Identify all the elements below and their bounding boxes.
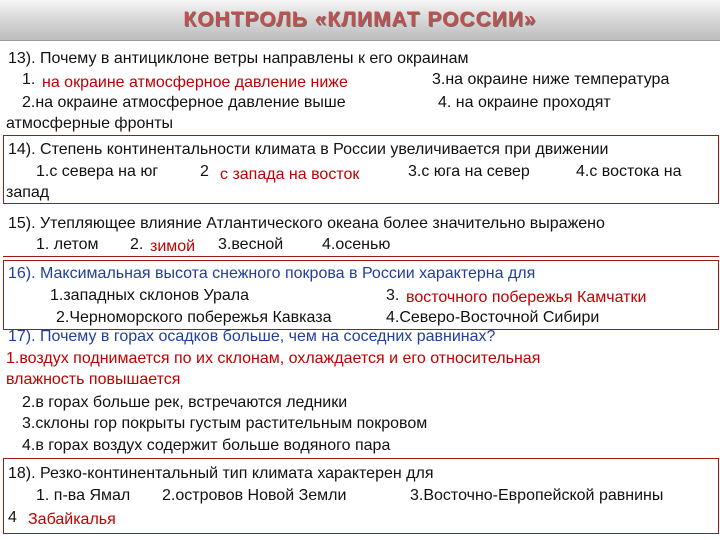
- q15-option-2-answer: зимой: [150, 238, 196, 255]
- q17-option-4: 4.в горах воздух содержит больше водяного пара: [22, 437, 391, 454]
- q14-option-2-answer: с запада на восток: [220, 166, 360, 183]
- q15-option-3: 3.весной: [218, 236, 284, 253]
- q18-option-3: 3.Восточно-Европейской равнины: [410, 487, 664, 504]
- q13-option-3: 3.на окраине ниже температура: [432, 71, 670, 88]
- q14-option-1: 1.с севера на юг: [36, 163, 159, 180]
- q13-option-4: 4. на окраине проходят: [438, 94, 611, 111]
- q14-option-4: 4.с востока на: [576, 163, 682, 180]
- q16-option-3-number: 3.: [386, 287, 400, 304]
- q14-option-3: 3.с юга на север: [408, 163, 530, 180]
- q18-option-4-answer: Забайкалья: [28, 511, 116, 528]
- q18-option-2: 2.островов Новой Земли: [162, 487, 347, 504]
- q13-option-4-continued: атмосферные фронты: [6, 115, 174, 132]
- q13-option-2: 2.на окраине атмосферное давление выше: [22, 94, 346, 111]
- q18-question: 18). Резко-континентальный тип климата характерен для: [8, 465, 434, 482]
- page-title: КОНТРОЛЬ «КЛИМАТ РОССИИ»: [183, 8, 537, 31]
- q14-question: 14). Степень континентальности климата в России увеличивается при движении: [8, 141, 609, 158]
- q13-question: 13). Почему в антициклоне ветры направлены к его окраинам: [8, 50, 469, 67]
- title-bar: [0, 0, 720, 41]
- q17-option-2: 2.в горах больше рек, встречаются ледники: [22, 394, 348, 411]
- q16-option-3-answer: восточного побережья Камчатки: [406, 289, 647, 306]
- q16-option-2: 2.Черноморского побережья Кавказа: [56, 309, 332, 326]
- q18-option-1: 1. п-ва Ямал: [36, 487, 131, 504]
- q16-question: 16). Максимальная высота снежного покрова в России характерна для: [8, 265, 536, 282]
- q18-option-4-number: 4: [8, 509, 17, 526]
- q14-option-2-number: 2: [200, 163, 209, 180]
- q16-option-1: 1.западных склонов Урала: [50, 287, 250, 304]
- q14-option-4-continued: запад: [6, 184, 50, 201]
- q13-option-1-number: 1.: [22, 71, 36, 88]
- q17-overlap-area: [0, 308, 720, 328]
- q17-option-1-line-1: 1.воздух поднимается по их склонам, охлаждается и его относительная: [6, 350, 541, 367]
- q17-question: 17). Почему в горах осадков больше, чем на соседних равнинах?: [8, 328, 496, 345]
- q17-option-3: 3.склоны гор покрыты густым растительным покровом: [22, 415, 428, 432]
- q15-option-4: 4.осенью: [322, 236, 391, 253]
- q13-option-1-answer: на окраине атмосферное давление ниже: [42, 74, 348, 91]
- q15-option-1: 1. летом: [36, 236, 99, 253]
- q16-option-4: 4.Северо-Восточной Сибири: [386, 309, 600, 326]
- q15-underline: [3, 256, 719, 257]
- q15-option-2-number: 2.: [130, 236, 144, 253]
- q17-option-1-line-2: влажность повышается: [6, 371, 181, 388]
- q15-question: 15). Утепляющее влияние Атлантического океана более значительно выражено: [8, 215, 605, 232]
